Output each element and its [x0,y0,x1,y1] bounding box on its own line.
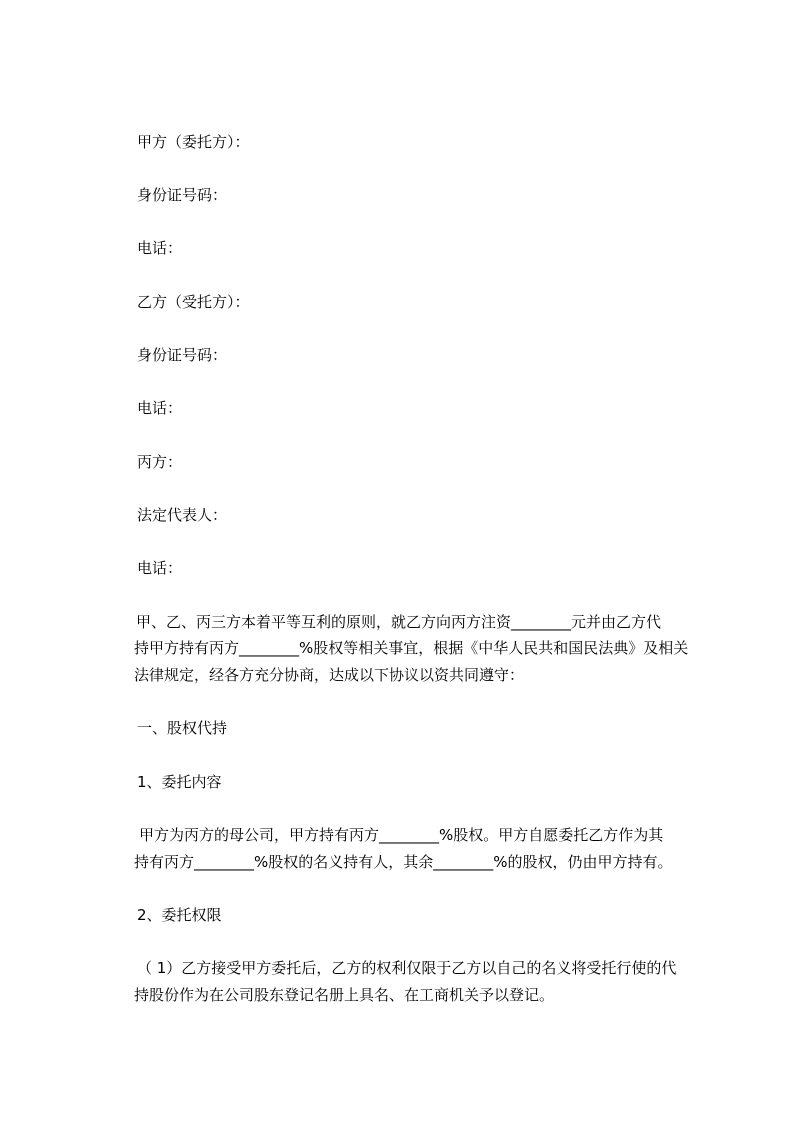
party-b-title: 乙方（受托方）： [137,293,250,311]
preamble-line-2: 持甲方持有丙方________%股权等相关事宜，根据《中华人民共和国民法典》及相关 [134,639,689,657]
party-c-phone-label: 电话： [137,559,183,577]
party-c-rep-label: 法定代表人： [137,506,228,524]
item-1-line-2: 持有丙方________%股权的名义持有人，其余________%的股权，仍由甲方持有。 [134,853,673,871]
preamble-line-3: 法律规定，经各方充分协商，达成以下协议以资共同遵守： [134,666,525,684]
section-1-heading: 一、股权代持 [137,719,228,737]
party-c-title: 丙方： [137,453,183,471]
party-a-title: 甲方（委托方）： [137,133,250,151]
party-b-phone-label: 电话： [137,399,183,417]
party-a-phone-label: 电话： [137,239,183,257]
item-1-title: 1、委托内容 [137,773,222,791]
item-2-title: 2、委托权限 [137,906,222,924]
preamble-line-1: 甲、乙、丙三方本着平等互利的原则，就乙方向丙方注资________元并由乙方代 [136,613,662,631]
item-2-line-1: （ 1）乙方接受甲方委托后，乙方的权利仅限于乙方以自己的名义将受托行使的代 [137,959,677,977]
item-2-line-2: 持股份作为在公司股东登记名册上具名、在工商机关予以登记。 [134,986,555,1004]
party-a-id-label: 身份证号码： [137,186,228,204]
item-1-line-1: 甲方为丙方的母公司，甲方持有丙方________%股权。甲方自愿委托乙方作为其 [139,826,664,844]
party-b-id-label: 身份证号码： [137,346,228,364]
